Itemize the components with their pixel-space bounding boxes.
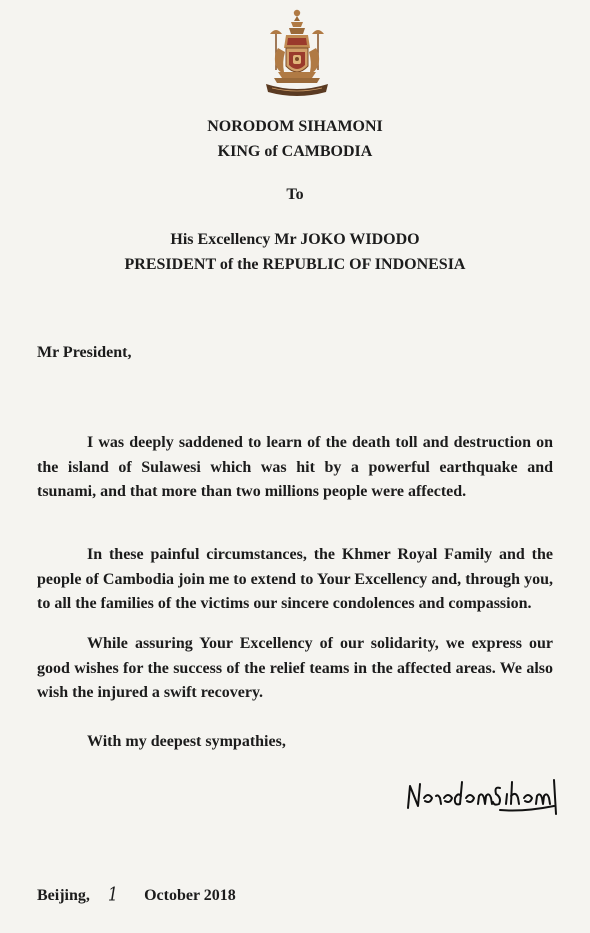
sender-name: NORODOM SIHAMONI	[207, 118, 383, 135]
date-month-year: October 2018	[144, 887, 236, 904]
recipient-title: PRESIDENT of the REPUBLIC OF INDONESIA	[124, 256, 466, 273]
closing-line: With my deepest sympathies,	[87, 733, 286, 750]
handwritten-signature-icon	[404, 774, 560, 818]
recipient-name: His Excellency Mr JOKO WIDODO	[170, 231, 420, 248]
body-paragraph: While assuring Your Excellency of our solidarity, we express our good wishes for the success of the relief teams in the affected areas. We also wish the injured a swift recovery.	[37, 635, 553, 701]
body-paragraph: In these painful circumstances, the Khmer Royal Family and the people of Cambodia join me to extend to Your Excellency and, through you, to all the families of the victims our sincere condolences and compassion.	[37, 546, 553, 612]
sender-title: KING of CAMBODIA	[217, 143, 373, 160]
body-paragraph: I was deeply saddened to learn of the death toll and destruction on the island of Sulawesi which was hit by a powerful earthquake and tsunami, and that more than two millions people were affected.	[37, 434, 553, 500]
salutation: Mr President,	[37, 344, 132, 361]
to-label: To	[286, 186, 304, 203]
date-day: 1	[107, 883, 119, 906]
royal-coat-of-arms-icon	[264, 8, 330, 100]
dateline	[37, 884, 236, 907]
date-place: Beijing,	[37, 887, 90, 904]
